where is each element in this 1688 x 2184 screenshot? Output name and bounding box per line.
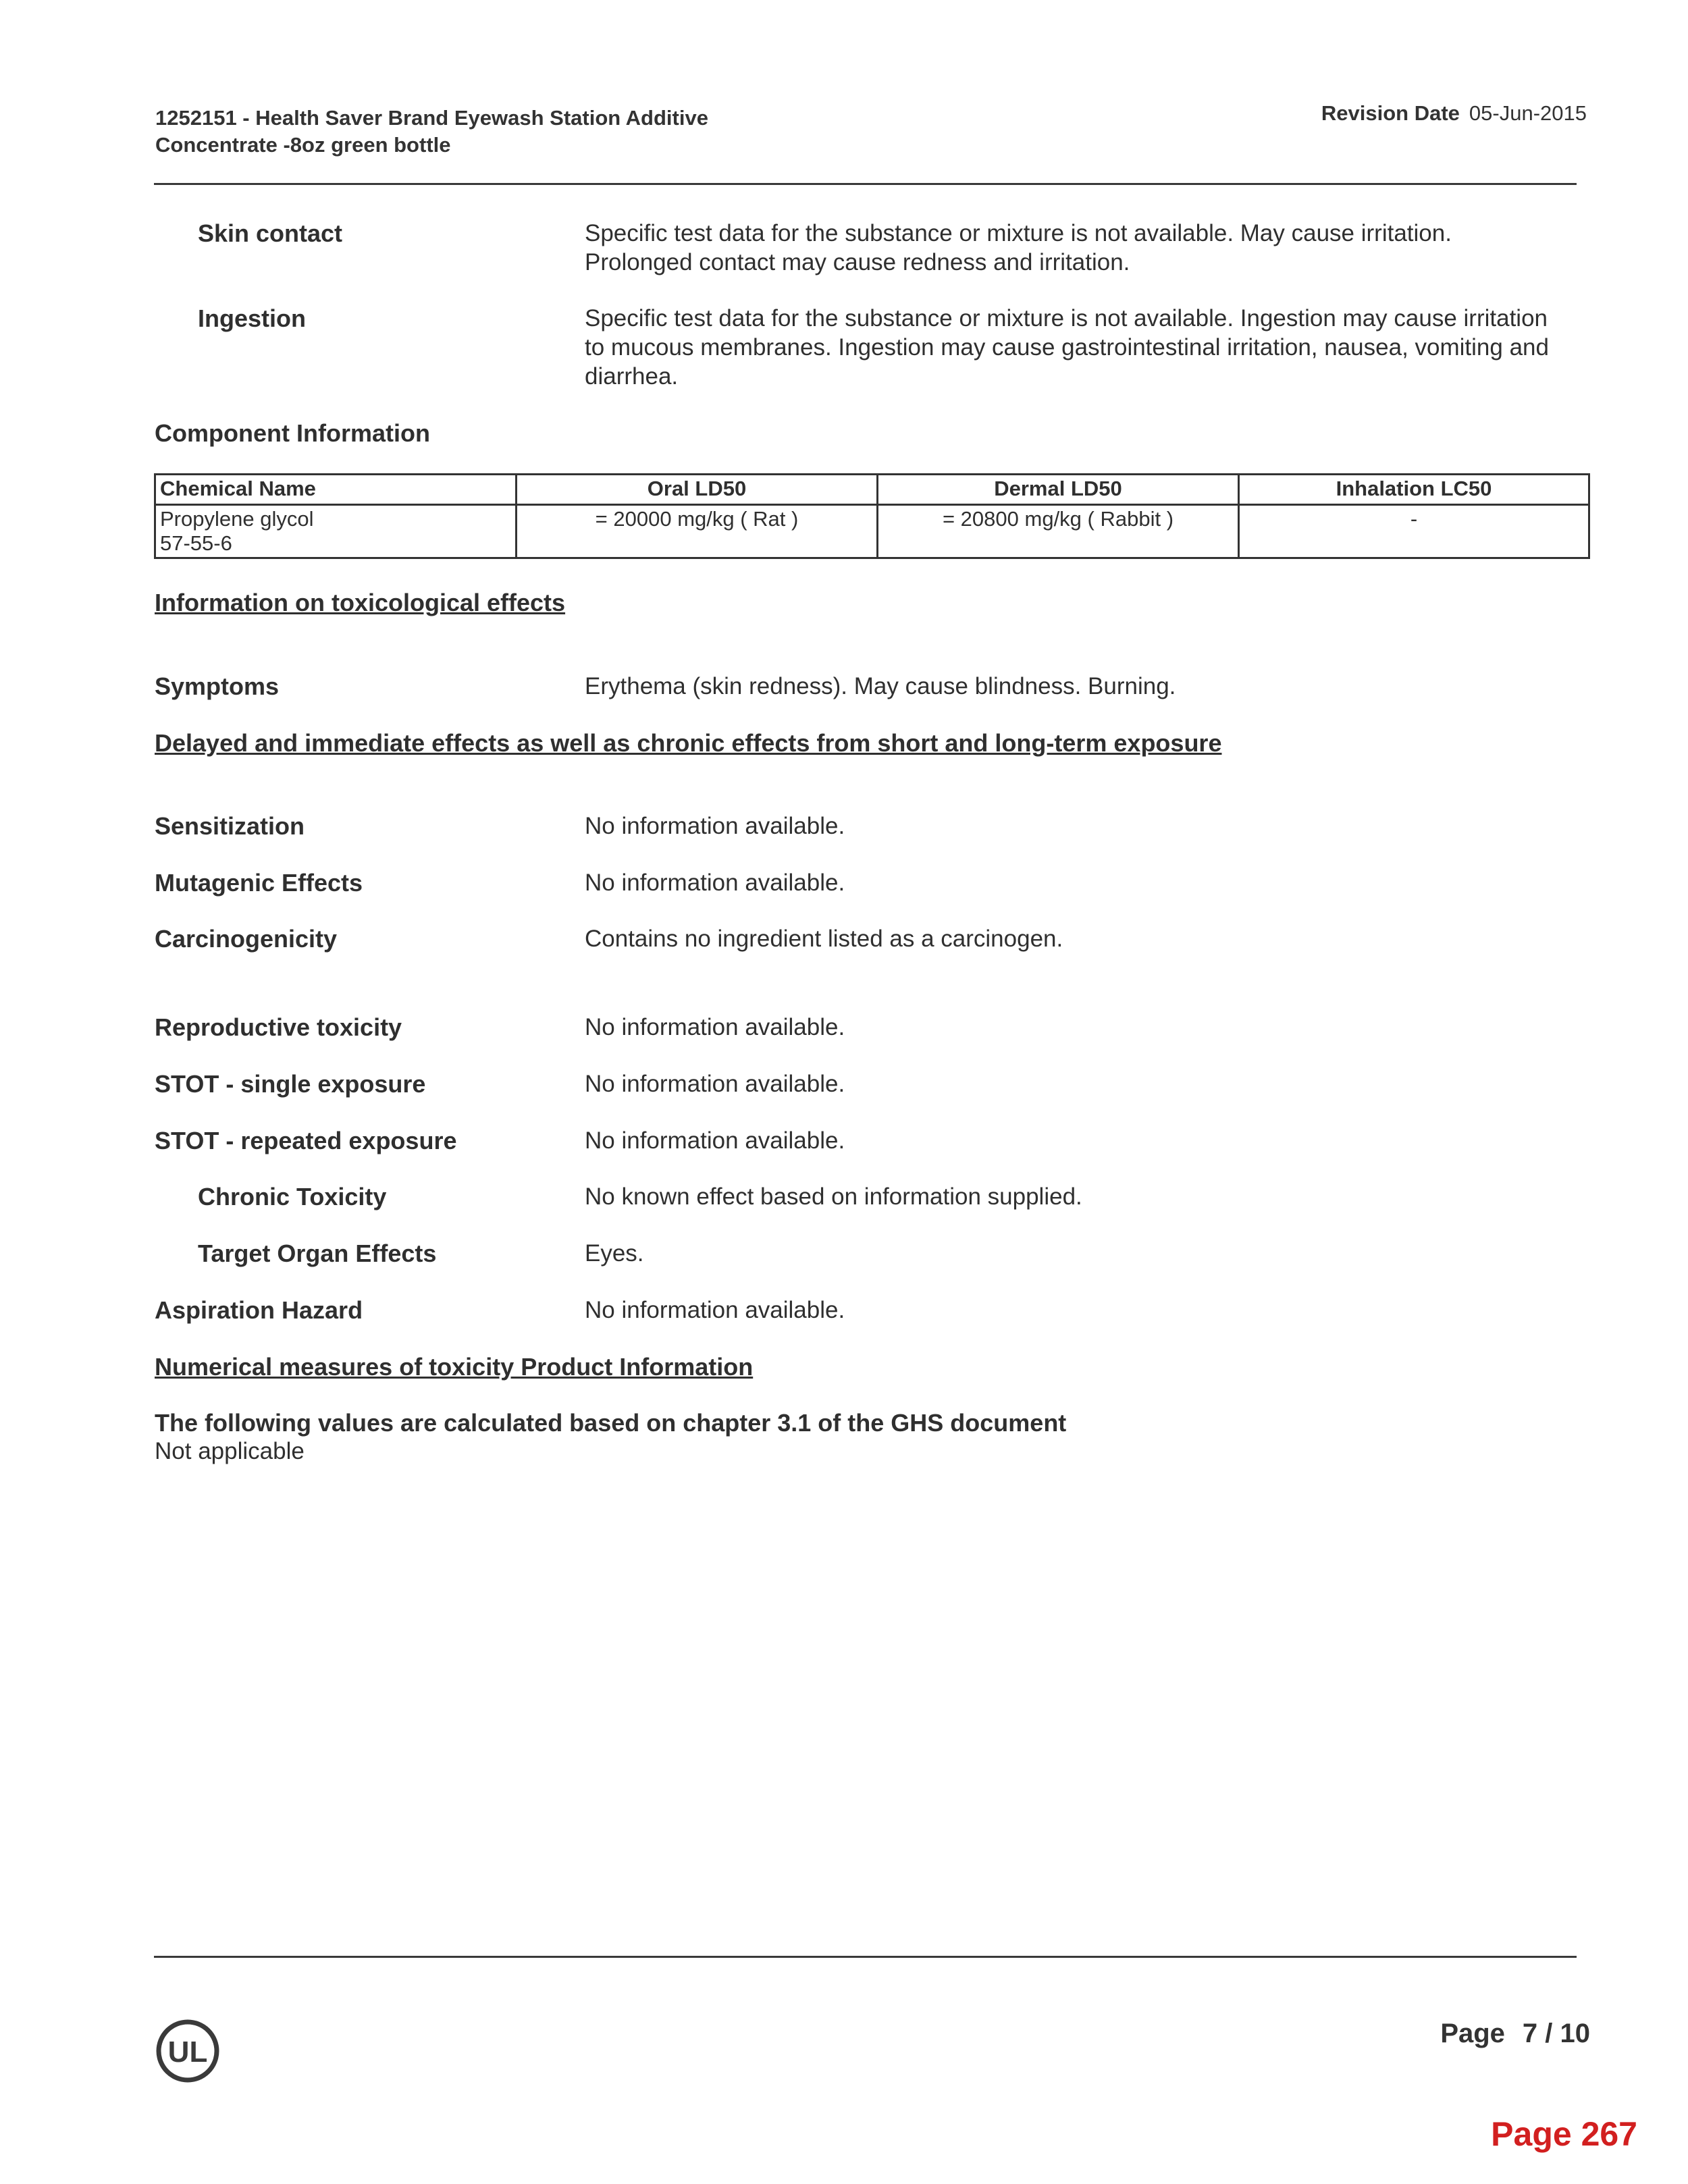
mutagenic-effects-label: Mutagenic Effects xyxy=(155,869,363,897)
stot-repeated-value: No information available. xyxy=(585,1127,845,1154)
page-label: Page xyxy=(1440,2019,1505,2048)
product-title xyxy=(155,105,708,159)
ghs-value: Not applicable xyxy=(155,1438,305,1464)
reproductive-toxicity-value: No information available. xyxy=(585,1014,845,1040)
col-inhalation-lc50: Inhalation LC50 xyxy=(1239,475,1589,505)
symptoms-value: Erythema (skin redness). May cause blindness. Burning. xyxy=(585,673,1176,699)
component-info-heading: Component Information xyxy=(155,419,430,447)
component-table-header xyxy=(155,475,1589,505)
ul-logo-text: UL xyxy=(167,2035,208,2069)
dermal-ld50-cell: = 20800 mg/kg ( Rabbit ) xyxy=(878,505,1239,558)
numerical-measures-heading: Numerical measures of toxicity Product Information xyxy=(155,1353,754,1381)
skin-contact-value: Specific test data for the substance or mixture is not available. May cause irritation. Prolonged contact may cause redness and irritation. xyxy=(585,220,1452,275)
delayed-effects-heading: Delayed and immediate effects as well as chronic effects from short and long-term exposure xyxy=(155,729,1222,757)
mutagenic-effects-value: No information available. xyxy=(585,870,845,896)
table-row xyxy=(155,505,1589,558)
page-count: 7 / 10 xyxy=(1522,2019,1590,2048)
symptoms-label: Symptoms xyxy=(155,672,280,700)
col-chemical-name: Chemical Name xyxy=(155,475,517,505)
revision-date-label: Revision Date xyxy=(1321,101,1460,125)
page-stamp: Page 267 xyxy=(1491,2115,1637,2153)
product-title-line2: Concentrate -8oz green bottle xyxy=(155,133,451,157)
ghs-note: The following values are calculated based on chapter 3.1 of the GHS document xyxy=(155,1409,1067,1437)
inhalation-lc50-cell: - xyxy=(1239,505,1589,558)
revision-date-value: 05-Jun-2015 xyxy=(1469,101,1587,125)
stot-repeated-label: STOT - repeated exposure xyxy=(155,1127,457,1154)
sensitization-value: No information available. xyxy=(585,813,845,839)
revision-date xyxy=(1321,101,1587,126)
product-title-line1: 1252151 - Health Saver Brand Eyewash Station Additive xyxy=(155,106,708,130)
stot-single-label: STOT - single exposure xyxy=(155,1070,426,1098)
stot-single-value: No information available. xyxy=(585,1071,845,1097)
ingestion-value: Specific test data for the substance or mixture is not available. Ingestion may cause irritation to mucous membranes. Ingestion may cause gastrointestinal irritation, nausea, vomiting and diarrhea. xyxy=(585,305,1549,390)
chemical-name: Propylene glycol xyxy=(160,507,314,531)
col-oral-ld50: Oral LD50 xyxy=(517,475,878,505)
page-number xyxy=(1440,2019,1590,2049)
chemical-name-cell xyxy=(155,505,517,558)
carcinogenicity-value: Contains no ingredient listed as a carcinogen. xyxy=(585,926,1063,952)
aspiration-hazard-value: No information available. xyxy=(585,1297,845,1323)
target-organ-value: Eyes. xyxy=(585,1240,644,1267)
aspiration-hazard-label: Aspiration Hazard xyxy=(155,1296,363,1324)
header-divider xyxy=(154,183,1577,185)
footer-divider xyxy=(154,1956,1577,1958)
skin-contact-label: Skin contact xyxy=(198,219,343,247)
chronic-toxicity-value: No known effect based on information supplied. xyxy=(585,1183,1082,1210)
reproductive-toxicity-label: Reproductive toxicity xyxy=(155,1013,402,1041)
component-table xyxy=(154,473,1590,559)
oral-ld50-cell: = 20000 mg/kg ( Rat ) xyxy=(517,505,878,558)
col-dermal-ld50: Dermal LD50 xyxy=(878,475,1239,505)
cas-number: 57-55-6 xyxy=(160,531,232,555)
ingestion-label: Ingestion xyxy=(198,304,306,332)
target-organ-label: Target Organ Effects xyxy=(198,1240,437,1267)
sensitization-label: Sensitization xyxy=(155,812,305,840)
chronic-toxicity-label: Chronic Toxicity xyxy=(198,1183,387,1210)
tox-effects-heading: Information on toxicological effects xyxy=(155,589,566,616)
carcinogenicity-label: Carcinogenicity xyxy=(155,925,338,953)
ul-logo xyxy=(155,2019,220,2083)
